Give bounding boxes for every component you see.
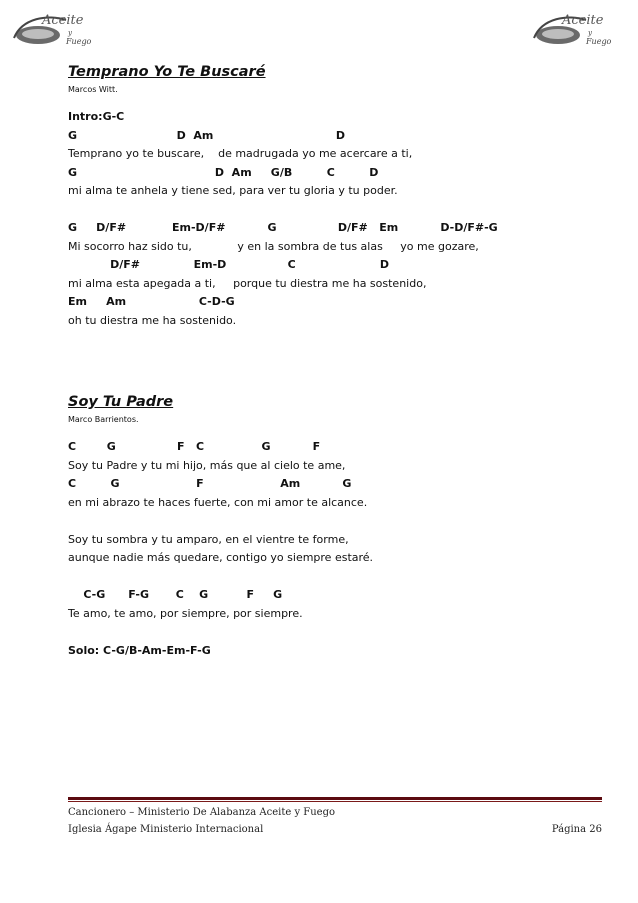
lyric-line: Soy tu Padre y tu mi hijo, más que al cielo te ame,	[68, 458, 346, 472]
blank-line	[68, 512, 588, 531]
chord-line: D/F# Em-D C D	[68, 258, 390, 271]
chord-line: C G F Am G	[68, 477, 352, 490]
song-author: Marcos Witt.	[68, 85, 118, 94]
svg-text:Fuego: Fuego	[66, 37, 92, 46]
song-separator	[68, 330, 588, 388]
song-1	[68, 64, 588, 330]
song-2	[68, 394, 588, 660]
page-number: Página 26	[551, 824, 602, 835]
song-title: Temprano Yo Te Buscaré	[68, 64, 266, 80]
song-lines	[68, 438, 588, 660]
chord-line: Solo: C-G/B-Am-Em-F-G	[68, 643, 211, 657]
svg-text:Aceite: Aceite	[562, 13, 604, 28]
logo-right	[528, 8, 622, 48]
chord-line: C-G F-G C G F G	[68, 588, 283, 601]
logo-left	[8, 8, 102, 48]
chord-line: G D Am G/B C D	[68, 165, 379, 179]
aceite-y-fuego-logo	[8, 8, 102, 48]
song-title: Soy Tu Padre	[68, 394, 174, 410]
blank-line	[68, 623, 588, 642]
lyric-line: Mi socorro haz sido tu, y en la sombra de tus alas yo me gozare,	[68, 239, 479, 253]
footer-line-1: Cancionero – Ministerio De Alabanza Aceite y Fuego	[68, 807, 336, 818]
aceite-y-fuego-logo	[528, 8, 622, 48]
chord-line: G D/F# Em-D/F# G D/F# Em D-D/F#-G	[68, 221, 498, 234]
chord-line: Em Am C-D-G	[68, 295, 235, 308]
svg-text:Aceite: Aceite	[42, 13, 84, 28]
song-author: Marco Barrientos.	[68, 415, 139, 424]
blank-line	[68, 568, 588, 587]
lyric-line: mi alma te anhela y tiene sed, para ver tu gloria y tu poder.	[68, 184, 398, 197]
lyric-line: en mi abrazo te haces fuerte, con mi amor te alcance.	[68, 495, 368, 509]
lyric-line: aunque nadie más quedare, contigo yo siempre estaré.	[68, 551, 374, 564]
song-lines	[68, 108, 588, 330]
lyric-line: oh tu diestra me ha sostenido.	[68, 313, 237, 327]
svg-text:y: y	[588, 29, 592, 37]
footer-text	[68, 804, 602, 838]
svg-text:y: y	[68, 29, 72, 37]
footer-divider	[68, 797, 602, 800]
lyric-line: Soy tu sombra y tu amparo, en el vientre te forme,	[68, 532, 349, 546]
page-footer	[68, 797, 602, 838]
lyric-line: mi alma esta apegada a ti, porque tu diestra me ha sostenido,	[68, 276, 427, 290]
songbook-page	[68, 58, 588, 660]
footer-divider-thin	[68, 801, 602, 802]
chord-line: C G F C G F	[68, 440, 321, 453]
lyric-line: Temprano yo te buscare, de madrugada yo me acercare a ti,	[68, 147, 413, 160]
svg-text:Fuego: Fuego	[586, 37, 612, 46]
lyric-line: Te amo, te amo, por siempre, por siempre.	[68, 606, 303, 620]
footer-line-2: Iglesia Ágape Ministerio Internacional	[68, 824, 264, 835]
blank-line	[68, 201, 588, 220]
chord-line: G D Am D	[68, 128, 346, 142]
chord-line: Intro:G-C	[68, 110, 125, 123]
